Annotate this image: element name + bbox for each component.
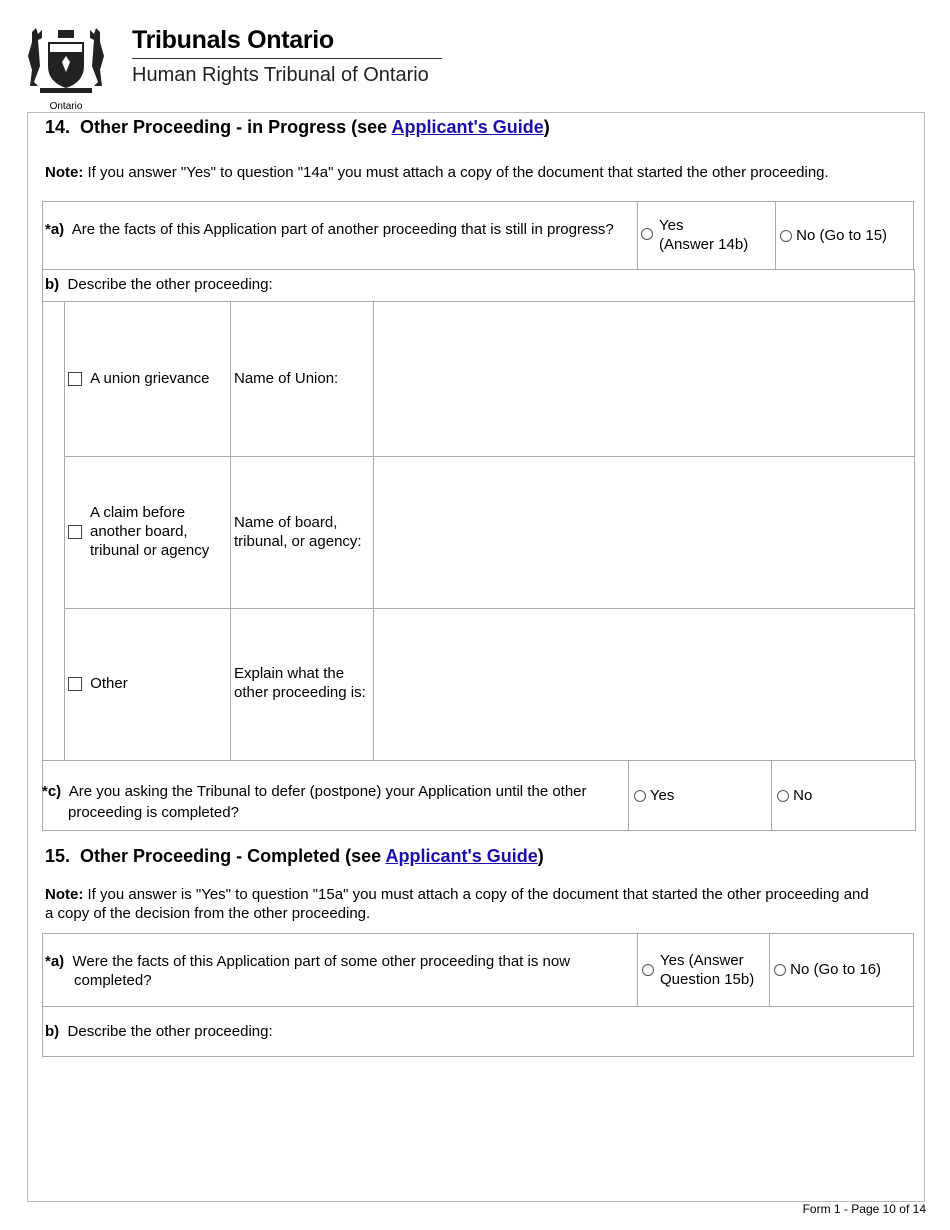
board-claim-option[interactable]: A claim before another board, tribunal or agency — [90, 504, 210, 559]
other-option[interactable]: Other — [68, 674, 128, 693]
q14a-yes-radio[interactable] — [641, 228, 653, 240]
logo-caption: Ontario — [49, 101, 83, 112]
q14c-yes-option[interactable]: Yes — [634, 786, 674, 805]
section-14-heading: 14. Other Proceeding - in Progress (see Applicant's Guide) — [45, 117, 550, 137]
q14a-no-option[interactable]: No (Go to 15) — [780, 226, 887, 245]
section-15-heading: 15. Other Proceeding - Completed (see Applicant's Guide) — [45, 846, 544, 866]
other-checkbox[interactable] — [68, 677, 82, 691]
union-name-label: Name of Union: — [234, 370, 339, 387]
board-name-label: Name of board, tribunal, or agency: — [234, 514, 362, 550]
union-grievance-option[interactable]: A union grievance — [68, 369, 209, 388]
q15b-label: b) Describe the other proceeding: — [45, 1023, 273, 1040]
page-footer: Form 1 - Page 10 of 14 — [802, 1202, 926, 1216]
q15a-yes-option[interactable]: Yes (Answer Question 15b) — [642, 951, 754, 989]
union-name-input[interactable] — [375, 303, 913, 455]
coat-of-arms-icon — [24, 26, 108, 96]
q14c-yes-radio[interactable] — [634, 790, 646, 802]
q14c-question: *c) Are you asking the Tribunal to defer (postpone) your Application until the other proceeding is completed? — [42, 783, 587, 821]
tribunal-name: Human Rights Tribunal of Ontario — [132, 64, 429, 86]
applicants-guide-link-14[interactable]: Applicant's Guide — [391, 117, 544, 137]
union-grievance-checkbox[interactable] — [68, 372, 82, 386]
other-explain-label: Explain what the other proceeding is: — [234, 665, 366, 701]
q14a-no-radio[interactable] — [780, 230, 792, 242]
ontario-logo — [24, 26, 108, 110]
section-14-note: Note: If you answer "Yes" to question "14a" you must attach a copy of the document that started the other proceeding. — [45, 164, 829, 181]
section-15-note: Note: If you answer is "Yes" to question "15a" you must attach a copy of the document that started the other proceeding and a copy of the decision from the other proceeding. — [45, 886, 869, 922]
header-divider — [132, 58, 442, 59]
q14b-label: b) Describe the other proceeding: — [45, 276, 273, 293]
q15a-no-radio[interactable] — [774, 964, 786, 976]
q15a-question: *a) Were the facts of this Application part of some other proceeding that is now completed? — [45, 953, 571, 989]
q14a-yes-option[interactable]: Yes (Answer 14b) — [641, 216, 748, 254]
q14c-no-option[interactable]: No — [777, 786, 812, 805]
q14c-no-radio[interactable] — [777, 790, 789, 802]
board-name-input[interactable] — [375, 458, 913, 607]
q15a-no-option[interactable]: No (Go to 16) — [774, 960, 881, 979]
other-explain-input[interactable] — [375, 610, 913, 759]
org-name: Tribunals Ontario — [132, 26, 334, 54]
applicants-guide-link-15[interactable]: Applicant's Guide — [385, 846, 538, 866]
board-claim-checkbox[interactable] — [68, 525, 82, 539]
q15a-yes-radio[interactable] — [642, 964, 654, 976]
q14a-question: *a) Are the facts of this Application part of another proceeding that is still in progress? — [45, 221, 614, 238]
